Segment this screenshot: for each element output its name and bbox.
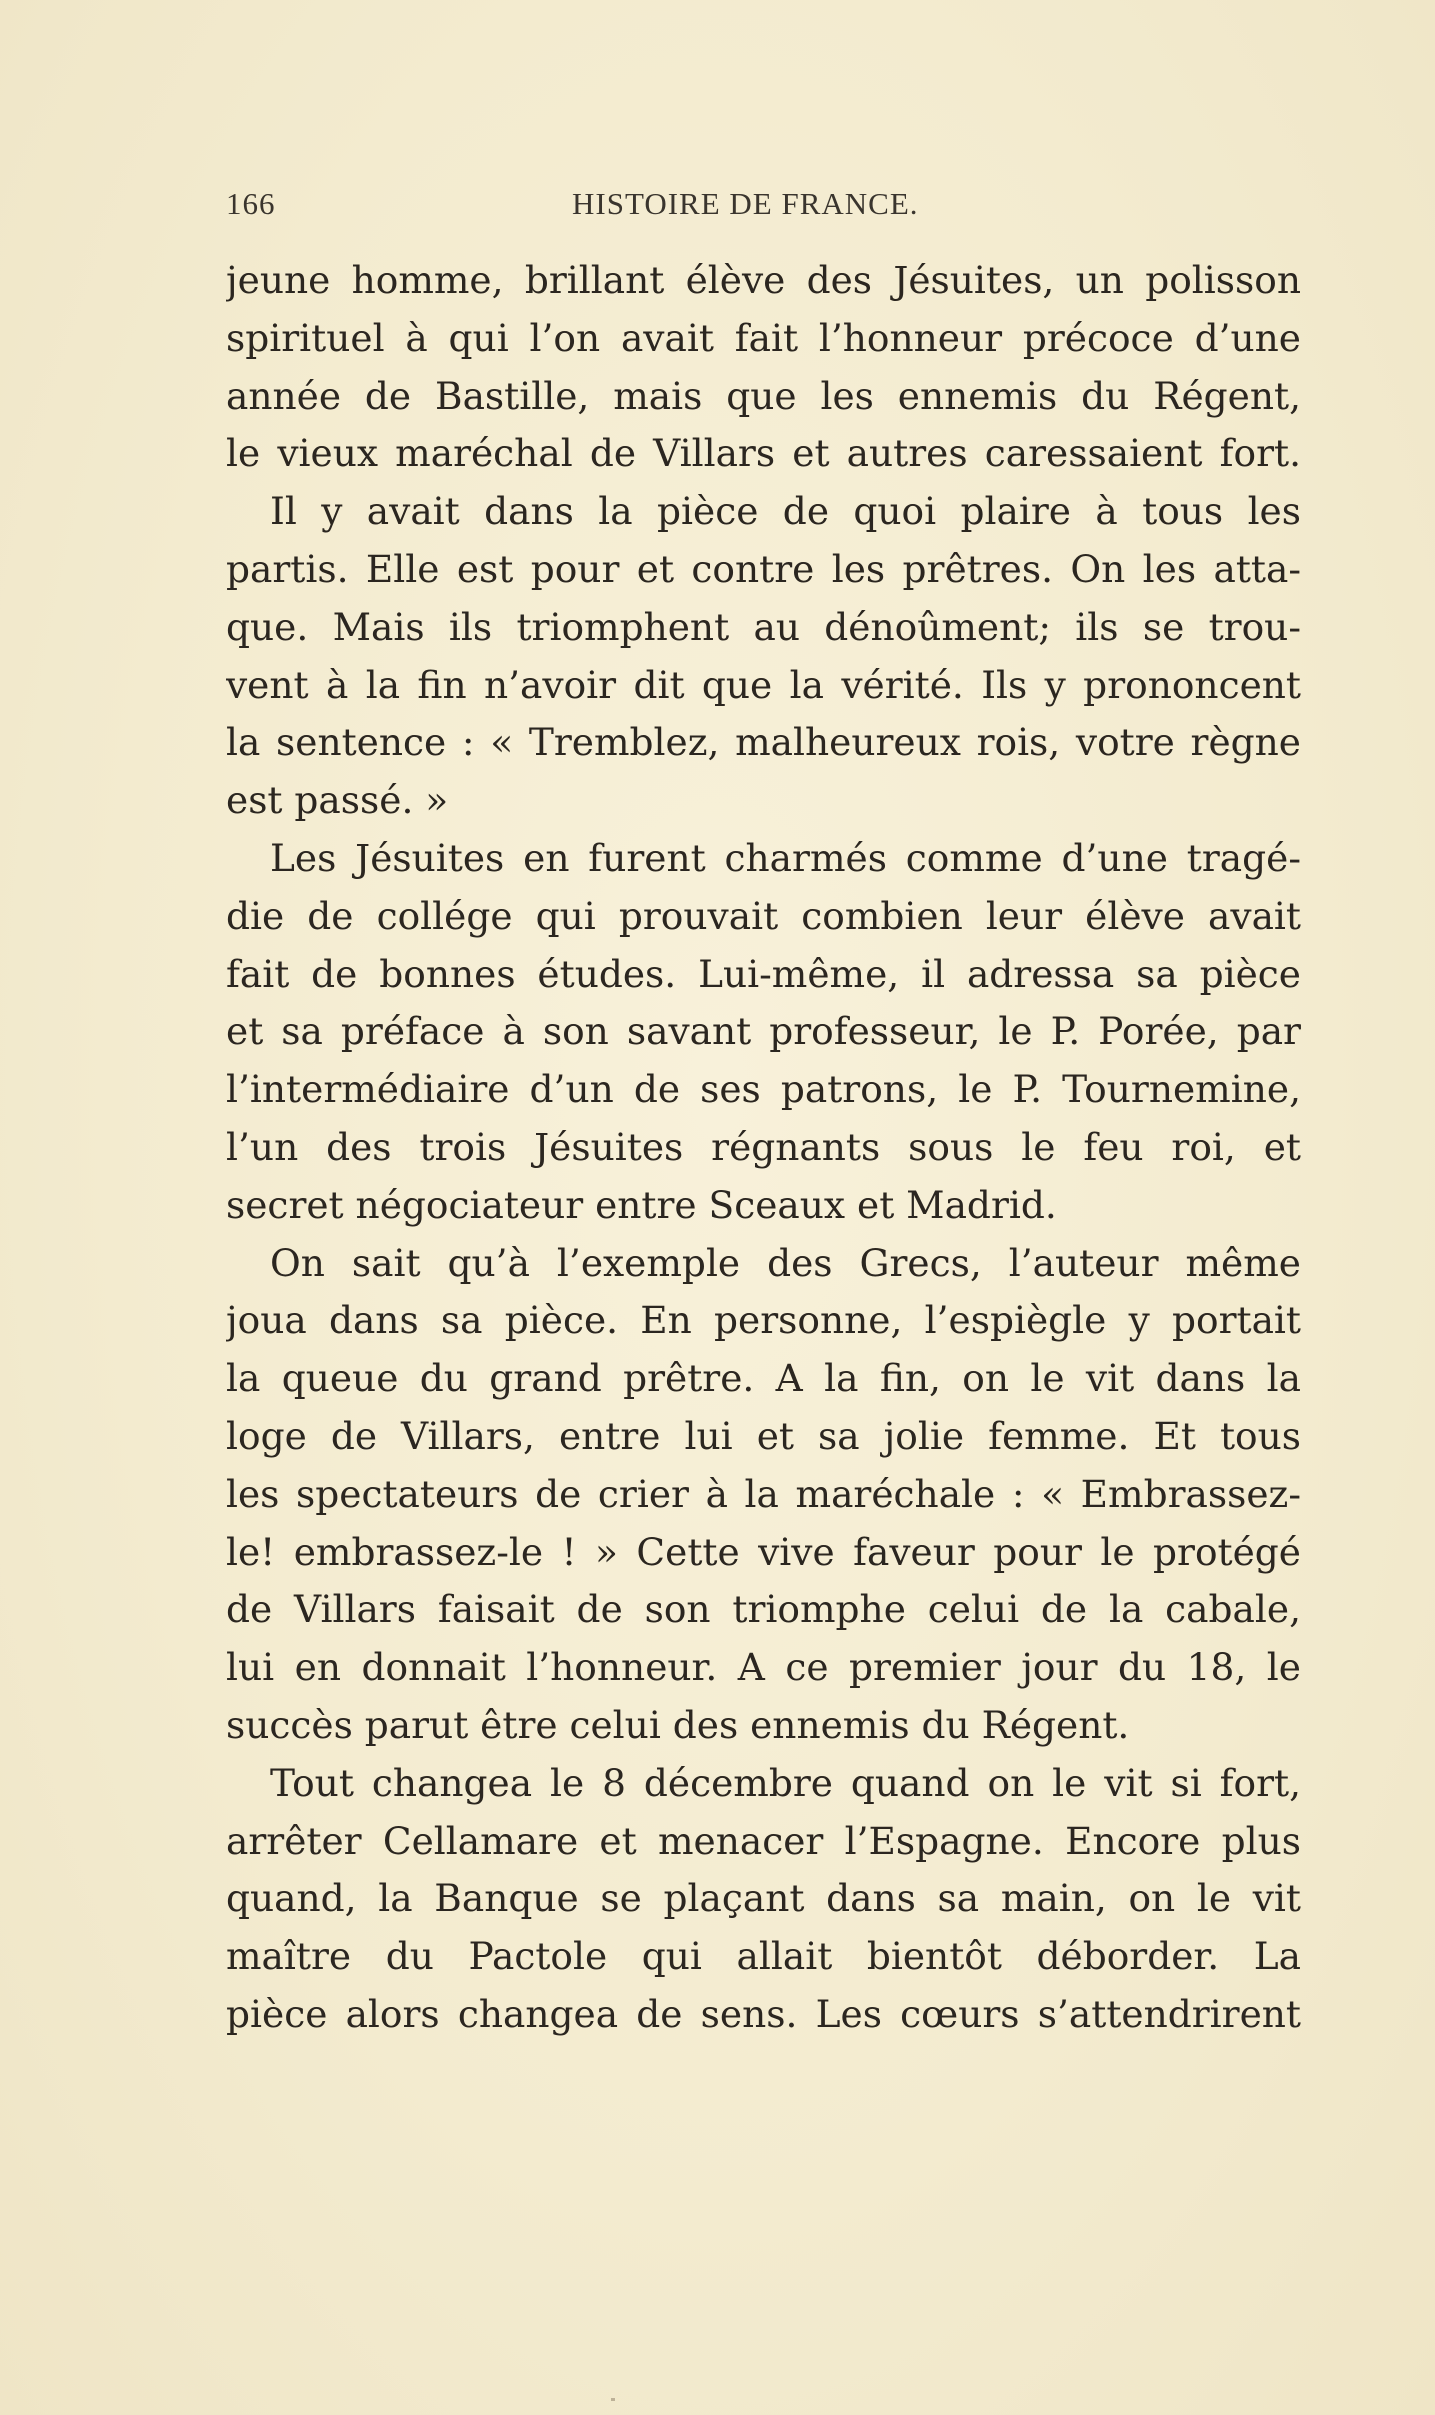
text-line: quand, la Banque se plaçant dans sa main, on le vit: [226, 1876, 1301, 1921]
text-line: succès parut être celui des ennemis du Régent.: [226, 1702, 1130, 1747]
text-line: et sa préface à son savant professeur, le P. Porée, par: [226, 1009, 1301, 1054]
text-line: année de Bastille, mais que les ennemis du Régent,: [226, 373, 1301, 418]
text-line: secret négociateur entre Sceaux et Madrid.: [226, 1182, 1057, 1227]
text-line: vent à la fin n’avoir dit que la vérité. Ils y prononcent: [226, 662, 1301, 707]
text-line: Tout changea le 8 décembre quand on le vit si fort,: [270, 1760, 1301, 1805]
running-head: HISTOIRE DE FRANCE.: [572, 186, 919, 221]
text-line: le vieux maréchal de Villars et autres caressaient fort.: [226, 431, 1301, 476]
text-line: Les Jésuites en furent charmés comme d’une tragé-: [270, 835, 1301, 880]
text-line: loge de Villars, entre lui et sa jolie femme. Et tous: [226, 1413, 1301, 1458]
text-line: arrêter Cellamare et menacer l’Espagne. Encore plus: [226, 1818, 1301, 1863]
text-line: jeune homme, brillant élève des Jésuites, un polisson: [226, 258, 1301, 302]
text-line: Il y avait dans la pièce de quoi plaire à tous les: [270, 489, 1301, 534]
text-line: de Villars faisait de son triomphe celui de la cabale,: [226, 1587, 1301, 1632]
body-text: [226, 252, 1301, 2044]
text-line: la queue du grand prêtre. A la fin, on le vit dans la: [226, 1356, 1301, 1401]
text-line: les spectateurs de crier à la maréchale : « Embrassez-: [226, 1471, 1301, 1516]
text-line: la sentence : « Tremblez, malheureux rois, votre règne: [226, 720, 1301, 765]
text-line: est passé. »: [226, 778, 449, 823]
text-line: On sait qu’à l’exemple des Grecs, l’auteur même: [270, 1240, 1301, 1285]
page-header: [226, 180, 1301, 230]
text-line: lui en donnait l’honneur. A ce premier jour du 18, le: [226, 1645, 1301, 1690]
text-line: pièce alors changea de sens. Les cœurs s’attendrirent: [226, 1991, 1301, 2036]
text-line: l’un des trois Jésuites régnants sous le feu roi, et: [226, 1124, 1301, 1169]
text-line: maître du Pactole qui allait bientôt déborder. La: [226, 1934, 1301, 1979]
text-line: die de collége qui prouvait combien leur élève avait: [226, 893, 1301, 938]
text-line: l’intermédiaire d’un de ses patrons, le P. Tournemine,: [226, 1067, 1301, 1112]
text-line: partis. Elle est pour et contre les prêtres. On les atta-: [226, 546, 1301, 591]
text-line: le! embrassez-le ! » Cette vive faveur pour le protégé: [226, 1529, 1301, 1574]
page-number: 166: [226, 186, 276, 221]
paper-speck: [611, 2398, 615, 2401]
text-line: joua dans sa pièce. En personne, l’espiègle y portait: [226, 1298, 1301, 1343]
text-line: spirituel à qui l’on avait fait l’honneur précoce d’une: [226, 315, 1301, 360]
text-line: fait de bonnes études. Lui-même, il adressa sa pièce: [226, 951, 1301, 996]
text-line: que. Mais ils triomphent au dénoûment; ils se trou-: [226, 604, 1301, 649]
